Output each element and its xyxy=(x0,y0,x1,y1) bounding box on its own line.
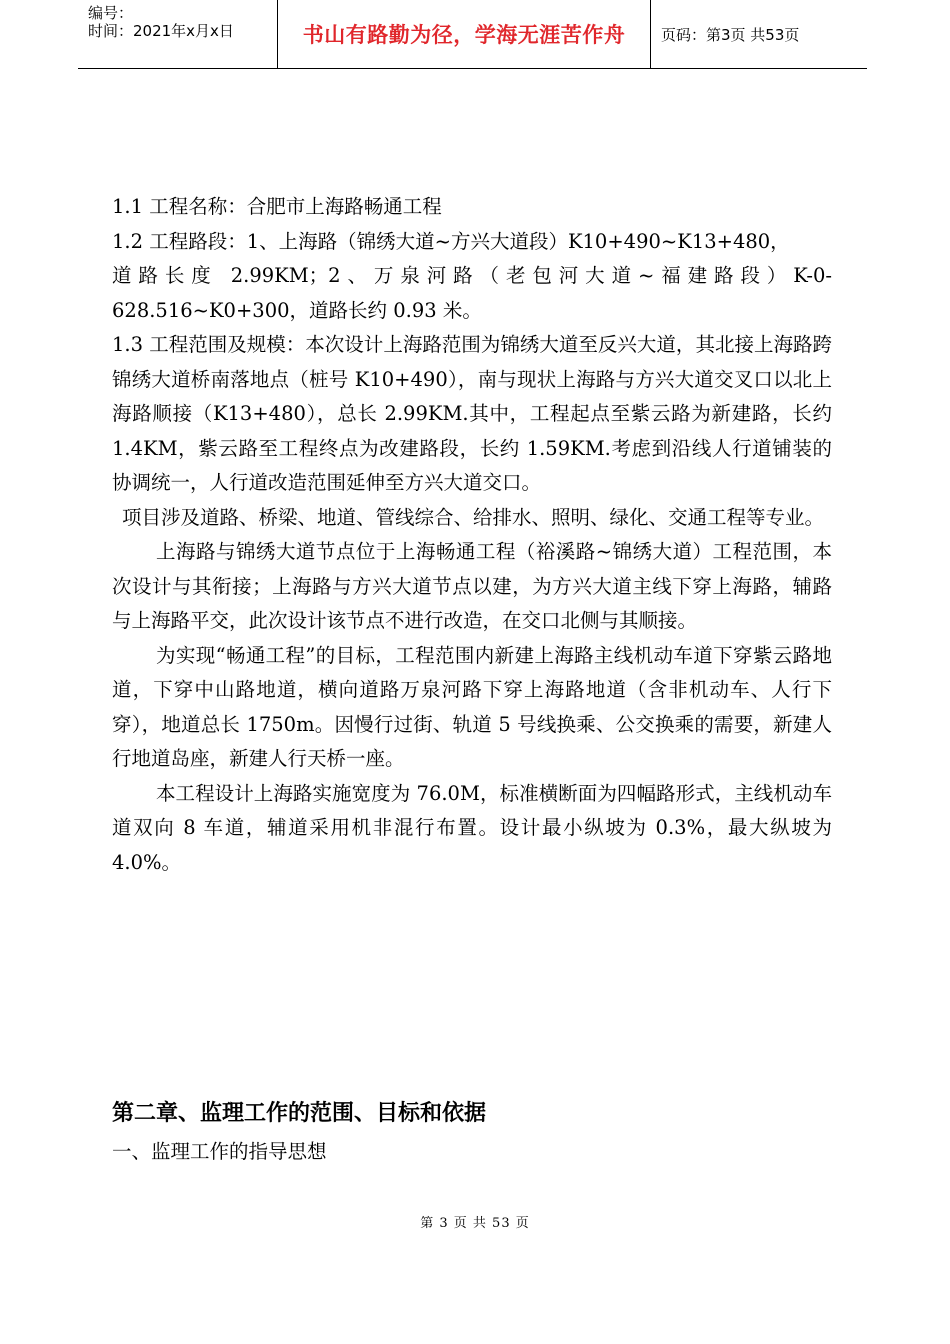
paragraph-road-section-1: 1.2 工程路段：1、上海路（锦绣大道~方兴大道段）K10+490~K13+480， xyxy=(112,229,790,253)
header-page-info: 页码：第3页 共53页 xyxy=(661,25,800,44)
document-time: 时间：2021年x月x日 xyxy=(88,22,234,40)
paragraph-nodes: 上海路与锦绣大道节点位于上海畅通工程（裕溪路~锦绣大道）工程范围，本次设计与其衔接；上海路与方兴大道节点以建，为方兴大道主线下穿上海路，辅路与上海路平交，此次设计该节点不进行改造，在交口北侧与其顺接。 xyxy=(112,540,832,632)
page-header xyxy=(78,0,867,69)
paragraph-road-section-2: 道路长度 2.99KM；2、万泉河路（老包河大道~福建路段）K-0- xyxy=(112,264,832,287)
paragraph-road-section-3: 628.516~K0+300，道路长约 0.93 米。 xyxy=(112,298,482,322)
paragraph-scope: 1.3 工程范围及规模：本次设计上海路范围为锦绣大道至反兴大道，其北接上海路跨锦绣大道桥南落地点（桩号 K10+490），南与现状上海路与方兴大道交叉口以北上海路顺接（K13+480），总长 2.99KM.其中，工程起点至紫云路为新建路，长约 1.4KM，紫云路至工程终点为改建路段，长约 1.59KM.考虑到沿线人行道铺装的协调统一，人行道改造范围延伸至方兴大道交口。 xyxy=(112,333,832,494)
paragraph-goals: 为实现“畅通工程”的目标，工程范围内新建上海路主线机动车道下穿紫云路地道，下穿中山路地道，横向道路万泉河路下穿上海路地道（含非机动车、人行下穿），地道总长 1750m。因慢行过街、轨道 5 号线换乘、公交换乘的需要，新建人行地道岛座，新建人行天桥一座。 xyxy=(112,643,832,770)
document-body xyxy=(112,190,832,880)
header-motto: 书山有路勤为径，学海无涯苦作舟 xyxy=(278,0,651,68)
header-meta xyxy=(78,0,278,68)
document-number: 编号： xyxy=(88,4,134,22)
paragraph-disciplines: 项目涉及道路、桥梁、地道、管线综合、给排水、照明、绿化、交通工程等专业。 xyxy=(122,505,825,529)
page-footer: 第 3 页 共 53 页 xyxy=(420,1216,530,1231)
paragraph-cross-section: 本工程设计上海路实施宽度为 76.0M，标准横断面为四幅路形式，主线机动车道双向 8 车道，辅道采用机非混行布置。设计最小纵坡为 0.3%，最大纵坡为 4.0%。 xyxy=(112,781,832,874)
chapter-title: 第二章、监理工作的范围、目标和依据 xyxy=(112,1101,487,1126)
paragraph-project-name: 1.1 工程名称：合肥市上海路畅通工程 xyxy=(112,195,442,218)
section-title: 一、监理工作的指导思想 xyxy=(112,1140,327,1163)
